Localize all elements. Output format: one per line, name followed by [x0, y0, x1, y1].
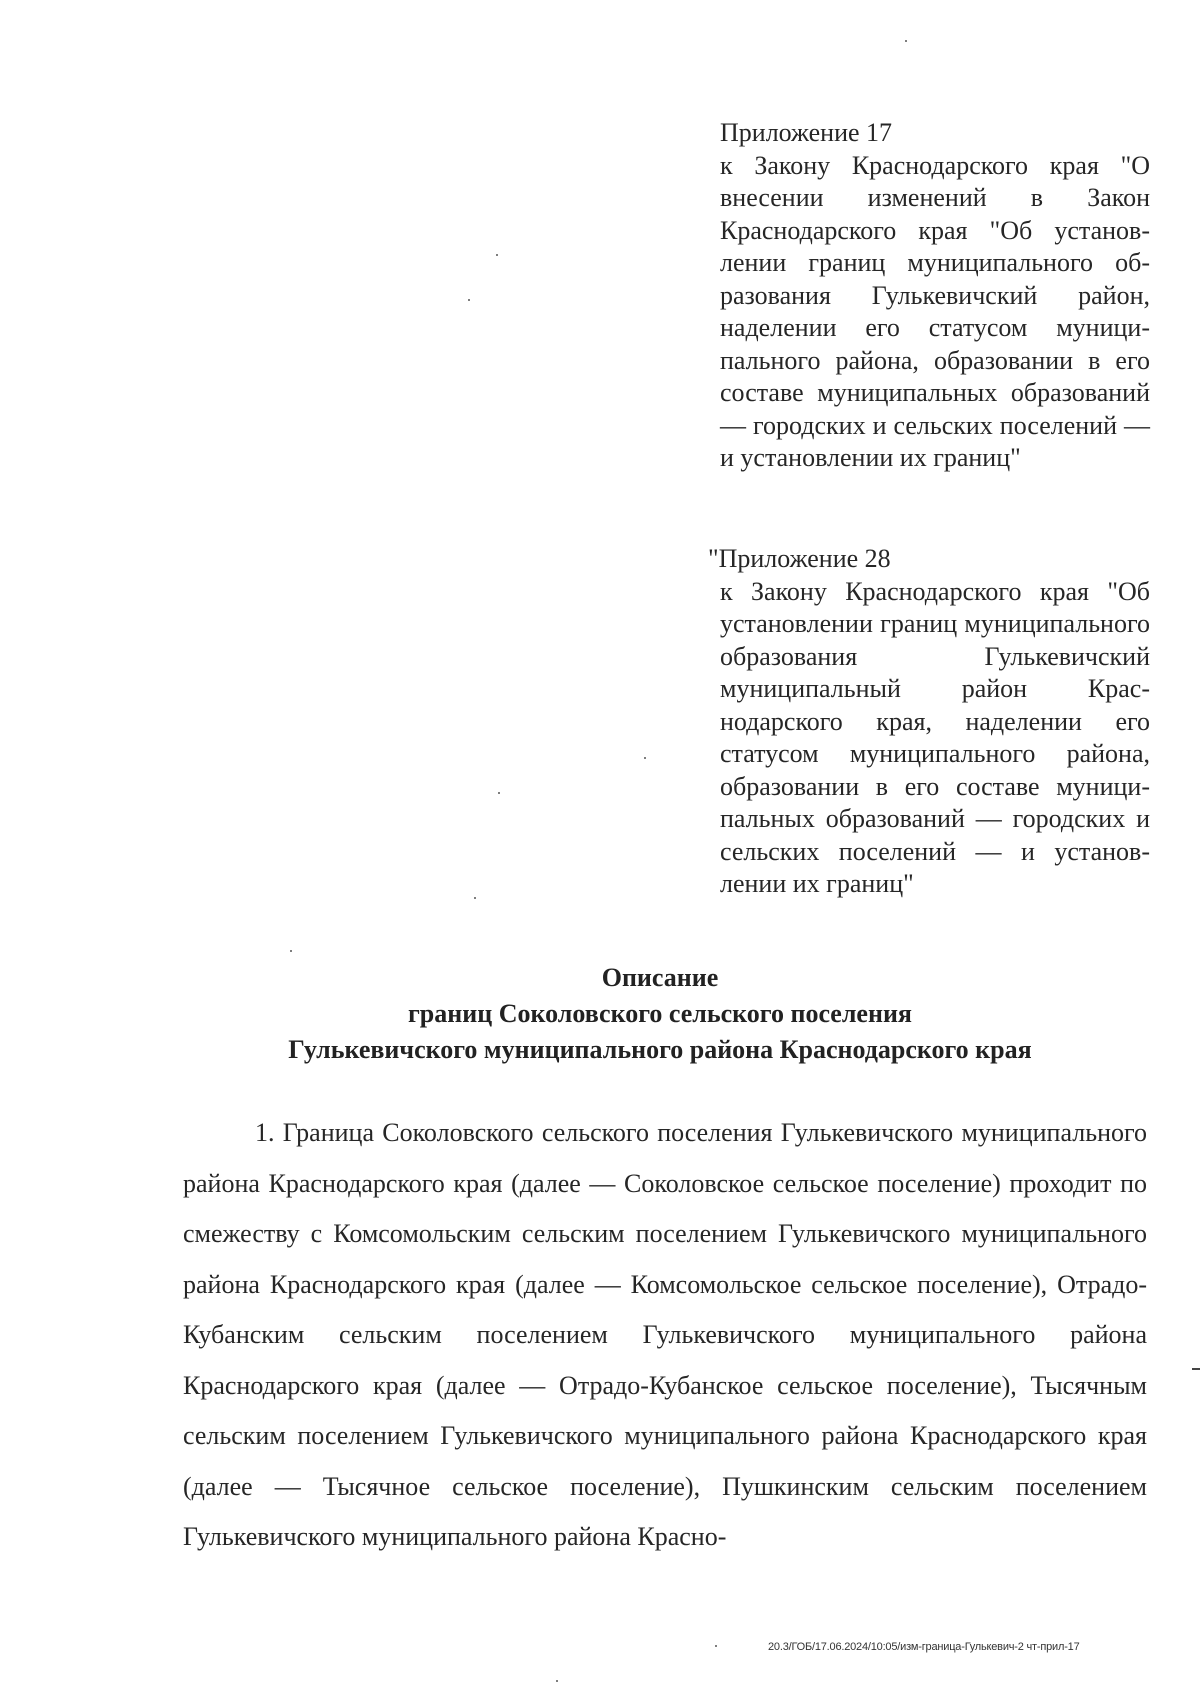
- appendix-17-block: [720, 117, 1150, 475]
- scan-speck: [498, 792, 500, 794]
- footer-document-code: 20.3/ГОБ/17.06.2024/10:05/изм-граница-Гулькевич-2 чт-прил-17: [768, 1641, 1080, 1653]
- appendix-28-block: [708, 543, 1150, 901]
- scan-speck: [468, 299, 470, 301]
- appendix-17-heading: Приложение 17: [720, 118, 893, 147]
- scan-speck: [474, 897, 476, 899]
- paragraph-1: 1. Граница Соколовского сельского поселения Гулькевичского муниципального района Краснодарского края (далее — Соколовское сельское поселение) проходит по смежеству с Комсомольским сельским поселением Гулькевичского муниципального района Краснодарского края (далее — Комсомольское сельское поселение), Отрадо-Кубанским сельским поселением Гулькевичского муниципального района Краснодарского края (далее — Отрадо-Кубанское сельское поселение), Тысячным сельским поселением Гулькевичского муниципального района Краснодарского края (далее — Тысячное сельское поселение), Пушкинским сельским поселением Гулькевичского муниципального района Красно-: [183, 1118, 1147, 1551]
- scan-speck: [556, 1680, 558, 1682]
- scan-speck: [905, 40, 907, 42]
- scan-speck: [644, 757, 646, 759]
- document-title: [160, 960, 1160, 1068]
- scan-mark: [1192, 1368, 1200, 1370]
- appendix-28-heading: "Приложение 28: [708, 544, 891, 573]
- title-line-3: Гулькевичского муниципального района Краснодарского края: [288, 1035, 1032, 1064]
- title-line-1: Описание: [601, 963, 719, 992]
- scan-speck: [290, 950, 292, 952]
- appendix-28-body: к Закону Краснодарского края "Об установлении границ муниципального образования Гулькевичский муниципальный район Краснодарского края, наделении его статусом муниципального района, образовании в его составе муниципальных образований — городских и сельских поселений — и установлении их границ": [720, 576, 1150, 898]
- appendix-17-body: к Закону Краснодарского края "О внесении изменений в Закон Краснодарского края "Об установлении границ муниципального образования Гулькевичский район, наделении его статусом муниципального района, образовании в его составе муниципальных образований — городских и сельских поселений — и установлении их границ": [720, 150, 1150, 472]
- title-line-2: границ Соколовского сельского поселения: [407, 999, 913, 1028]
- scan-speck: [496, 254, 498, 256]
- scan-speck: [715, 1645, 717, 1647]
